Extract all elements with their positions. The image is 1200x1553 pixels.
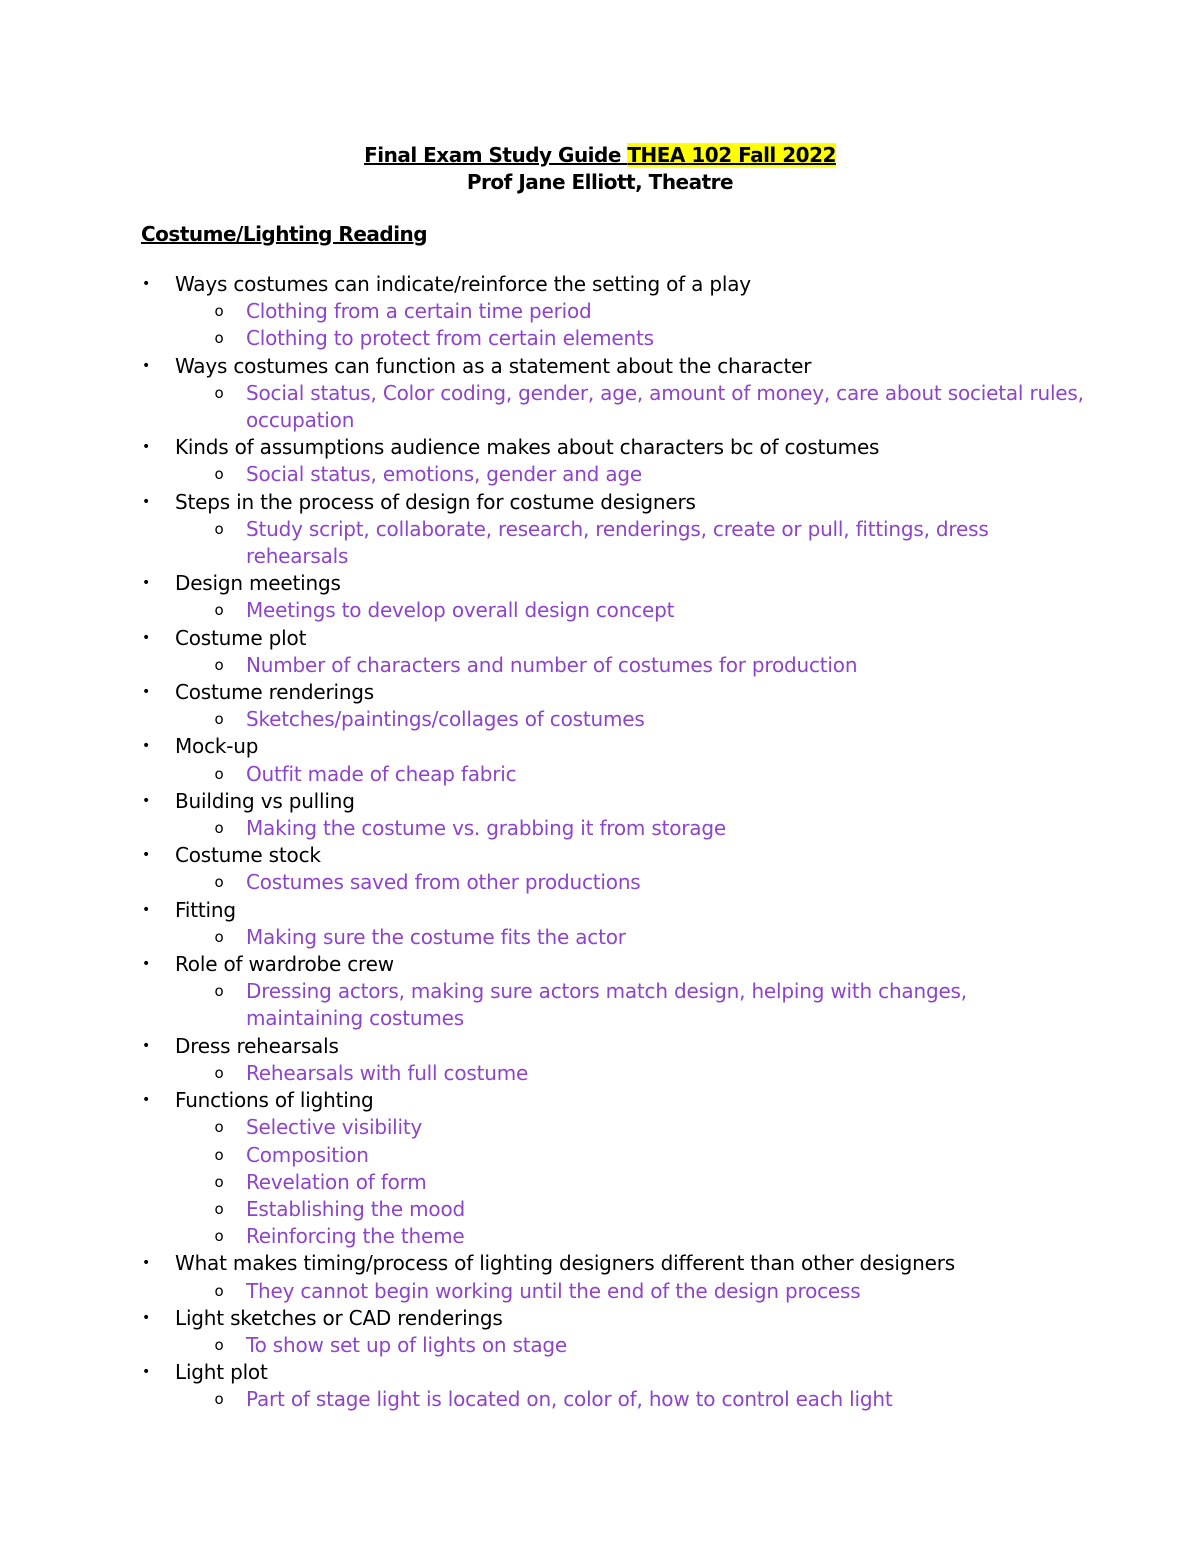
answer-text: Revelation of form: [246, 1169, 427, 1194]
sub-bullet-icon: o: [214, 927, 224, 946]
answer-list: [175, 706, 1200, 733]
answer-text: Clothing from a certain time period: [246, 299, 592, 324]
outline-item: [0, 271, 1200, 353]
answer-item: [175, 1223, 1200, 1250]
answer-item: [175, 380, 1200, 434]
answer-list: [175, 1278, 1200, 1305]
answer-list: [175, 597, 1200, 624]
outline-item: [0, 570, 1200, 624]
answer-list: [175, 298, 1200, 352]
answer-text: Reinforcing the theme: [246, 1224, 465, 1249]
outline-item-text: Fitting: [175, 897, 236, 922]
outline-item: [0, 1250, 1200, 1304]
outline-item-text: Costume renderings: [175, 680, 375, 705]
answer-item: [175, 978, 1200, 1032]
answer-item: [175, 815, 1200, 842]
answer-text: Clothing to protect from certain elements: [246, 326, 654, 351]
bullet-icon: •: [141, 493, 151, 510]
outline-item-text: Functions of lighting: [175, 1088, 374, 1113]
answer-text: Meetings to develop overall design concept: [246, 598, 675, 623]
answer-text: Part of stage light is located on, color of, how to control each light: [246, 1387, 893, 1412]
sub-bullet-icon: o: [214, 873, 224, 892]
bullet-icon: •: [141, 684, 151, 701]
answer-item: [175, 706, 1200, 733]
outline-item-text: What makes timing/process of lighting designers different than other designers: [175, 1251, 955, 1276]
outline-item: [0, 733, 1200, 787]
sub-bullet-icon: o: [214, 1118, 224, 1137]
answer-list: [175, 978, 1200, 1032]
sub-bullet-icon: o: [214, 1199, 224, 1218]
answer-list: [175, 815, 1200, 842]
study-outline: [0, 271, 1200, 1414]
bullet-icon: •: [141, 276, 151, 292]
sub-bullet-icon: o: [214, 302, 224, 321]
outline-item-text: Steps in the process of design for costume designers: [175, 489, 696, 514]
answer-text: Social status, Color coding, gender, age, amount of money, care about societal rules, occupation: [246, 380, 1084, 433]
answer-list: [175, 869, 1200, 896]
outline-item: [0, 489, 1200, 571]
sub-bullet-icon: o: [214, 465, 224, 484]
answer-list: [175, 1060, 1200, 1087]
outline-item: [0, 897, 1200, 951]
answer-item: [175, 652, 1200, 679]
sub-bullet-icon: o: [214, 329, 224, 348]
outline-item: [0, 951, 1200, 1033]
bullet-icon: •: [141, 1364, 151, 1381]
answer-item: [175, 1196, 1200, 1223]
answer-item: [175, 869, 1200, 896]
sub-bullet-icon: o: [214, 519, 224, 538]
answer-item: [175, 1114, 1200, 1141]
answer-text: To show set up of lights on stage: [246, 1332, 568, 1357]
bullet-icon: •: [141, 1037, 151, 1054]
bullet-icon: •: [141, 357, 151, 374]
answer-list: [175, 516, 1200, 570]
bullet-icon: •: [141, 792, 151, 809]
sub-bullet-icon: o: [214, 764, 224, 783]
sub-bullet-icon: o: [214, 1172, 224, 1191]
outline-item-text: Kinds of assumptions audience makes about characters bc of costumes: [175, 435, 880, 460]
outline-item-text: Costume plot: [175, 625, 307, 650]
answer-item: [175, 761, 1200, 788]
answer-text: Study script, collaborate, research, renderings, create or pull, fittings, dress rehearsals: [246, 516, 989, 569]
page-title: [0, 142, 1200, 169]
answer-list: [175, 461, 1200, 488]
outline-item-text: Design meetings: [175, 571, 341, 596]
outline-item-text: Light sketches or CAD renderings: [175, 1305, 503, 1330]
section-heading: Costume/Lighting Reading: [141, 222, 428, 246]
sub-bullet-icon: o: [214, 710, 224, 729]
sub-bullet-icon: o: [214, 1227, 224, 1246]
outline-item-text: Role of wardrobe crew: [175, 952, 394, 977]
outline-item: [0, 1033, 1200, 1087]
answer-text: They cannot begin working until the end of the design process: [246, 1278, 861, 1303]
outline-item: [0, 434, 1200, 488]
bullet-icon: •: [141, 1255, 151, 1272]
answer-list: [175, 380, 1200, 434]
answer-list: [175, 652, 1200, 679]
title-block: [0, 142, 1200, 196]
answer-list: [175, 1332, 1200, 1359]
sub-bullet-icon: o: [214, 1281, 224, 1300]
bullet-icon: •: [141, 439, 151, 456]
sub-bullet-icon: o: [214, 1063, 224, 1082]
answer-list: [175, 1386, 1200, 1413]
answer-item: [175, 516, 1200, 570]
sub-bullet-icon: o: [214, 982, 224, 1001]
outline-item-text: Ways costumes can indicate/reinforce the setting of a play: [175, 272, 751, 296]
answer-item: [175, 1332, 1200, 1359]
outline-item: [0, 1087, 1200, 1250]
answer-text: Costumes saved from other productions: [246, 870, 641, 895]
answer-item: [175, 597, 1200, 624]
answer-text: Outfit made of cheap fabric: [246, 761, 517, 786]
outline-item: [0, 625, 1200, 679]
bullet-icon: •: [141, 1092, 151, 1109]
answer-text: Sketches/paintings/collages of costumes: [246, 707, 645, 732]
outline-item-text: Costume stock: [175, 843, 321, 868]
bullet-icon: •: [141, 901, 151, 918]
bullet-icon: •: [141, 847, 151, 864]
sub-bullet-icon: o: [214, 819, 224, 838]
answer-list: [175, 924, 1200, 951]
answer-text: Establishing the mood: [246, 1196, 465, 1221]
outline-item-text: Mock-up: [175, 734, 259, 759]
outline-item: [0, 353, 1200, 435]
outline-item: [0, 788, 1200, 842]
outline-item-text: Dress rehearsals: [175, 1033, 339, 1058]
answer-list: [175, 1114, 1200, 1250]
answer-item: [175, 1142, 1200, 1169]
answer-item: [175, 924, 1200, 951]
outline-item-text: Building vs pulling: [175, 788, 355, 813]
outline-item: [0, 679, 1200, 733]
answer-list: [175, 761, 1200, 788]
answer-item: [175, 298, 1200, 325]
bullet-icon: •: [141, 738, 151, 755]
answer-text: Dressing actors, making sure actors match design, helping with changes, maintaining costumes: [246, 979, 967, 1031]
answer-item: [175, 1060, 1200, 1087]
outline-item-text: Ways costumes can function as a statement about the character: [175, 353, 812, 378]
outline-item-text: Light plot: [175, 1360, 268, 1385]
answer-text: Selective visibility: [246, 1115, 423, 1140]
bullet-icon: •: [141, 629, 151, 646]
course-highlight: THEA 102 Fall 2022: [627, 143, 836, 167]
sub-bullet-icon: o: [214, 1390, 224, 1409]
answer-text: Rehearsals with full costume: [246, 1060, 529, 1085]
answer-text: Making sure the costume fits the actor: [246, 924, 626, 949]
sub-bullet-icon: o: [214, 1145, 224, 1164]
bullet-icon: •: [141, 575, 151, 592]
sub-bullet-icon: o: [214, 383, 224, 402]
sub-bullet-icon: o: [214, 655, 224, 674]
sub-bullet-icon: o: [214, 1335, 224, 1354]
bullet-icon: •: [141, 1309, 151, 1326]
title-text: Final Exam Study Guide: [364, 143, 628, 167]
sub-bullet-icon: o: [214, 601, 224, 620]
answer-item: [175, 1169, 1200, 1196]
answer-item: [175, 1278, 1200, 1305]
outline-item: [0, 1359, 1200, 1413]
outline-item: [0, 842, 1200, 896]
answer-text: Number of characters and number of costumes for production: [246, 652, 858, 677]
answer-text: Making the costume vs. grabbing it from storage: [246, 816, 726, 841]
bullet-icon: •: [141, 956, 151, 973]
answer-text: Composition: [246, 1142, 369, 1167]
outline-item: [0, 1305, 1200, 1359]
page-subtitle: Prof Jane Elliott, Theatre: [466, 170, 734, 194]
answer-item: [175, 325, 1200, 352]
answer-item: [175, 1386, 1200, 1413]
answer-item: [175, 461, 1200, 488]
answer-text: Social status, emotions, gender and age: [246, 462, 642, 487]
